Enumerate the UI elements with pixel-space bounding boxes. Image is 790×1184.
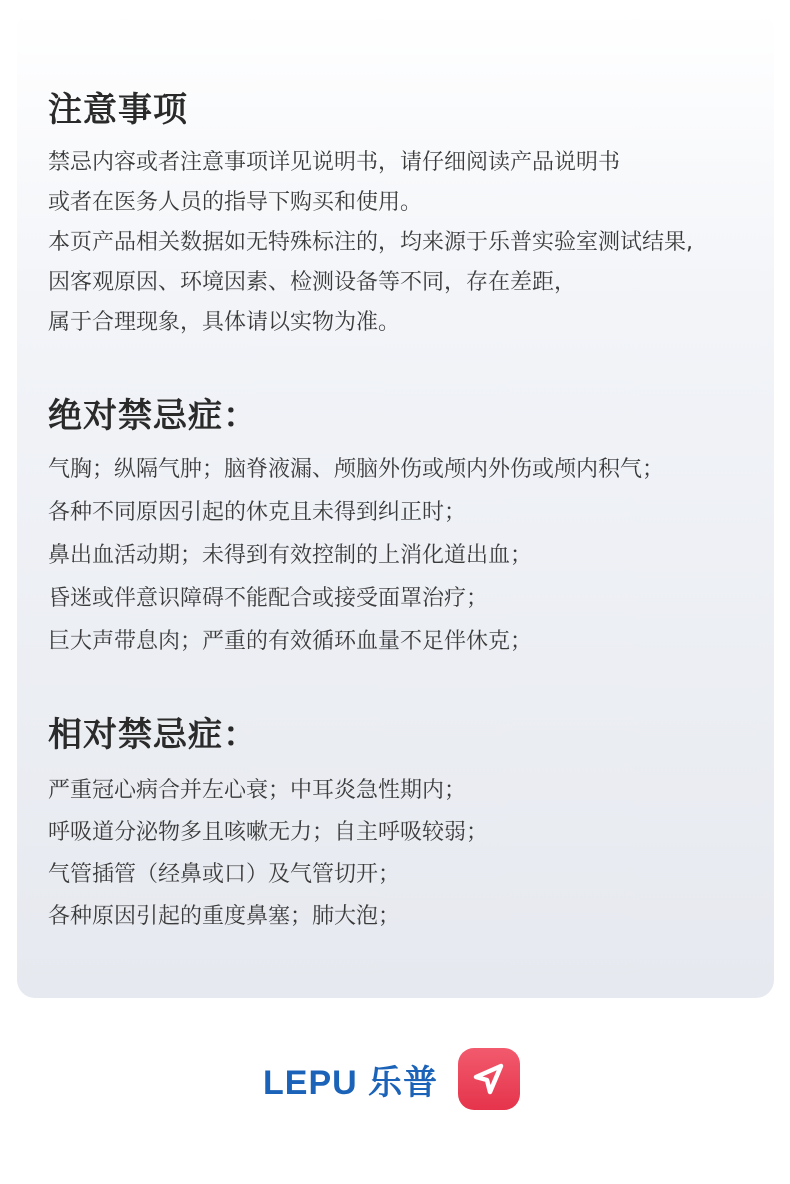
absolute-line: 鼻出血活动期；未得到有效控制的上消化道出血； <box>48 543 533 568</box>
relative-line: 呼吸道分泌物多且咳嗽无力；自主呼吸较弱； <box>48 820 489 845</box>
absolute-line: 昏迷或伴意识障碍不能配合或接受面罩治疗； <box>48 586 489 611</box>
notice-line: 本页产品相关数据如无特殊标注的，均来源于乐普实验室测试结果, <box>48 230 693 255</box>
notice-line: 属于合理现象，具体请以实物为准。 <box>48 310 401 335</box>
notice-text <box>48 143 768 343</box>
notice-card <box>17 10 774 998</box>
relative-line: 气管插管（经鼻或口）及气管切开； <box>48 862 401 887</box>
paper-plane-icon <box>458 1048 520 1110</box>
relative-line: 严重冠心病合并左心衰；中耳炎急性期内； <box>48 778 467 803</box>
absolute-contraindications-list <box>48 448 768 663</box>
notice-line: 因客观原因、环境因素、检测设备等不同，存在差距， <box>48 270 577 295</box>
relative-contraindications-title: 相对禁忌症： <box>48 715 258 755</box>
absolute-contraindications-title: 绝对禁忌症： <box>48 396 258 436</box>
notice-line: 禁忌内容或者注意事项详见说明书，请仔细阅读产品说明书 <box>48 150 621 175</box>
relative-line: 各种原因引起的重度鼻塞；肺大泡； <box>48 904 401 929</box>
relative-contraindications-list <box>48 770 768 938</box>
brand-wordmark: LEPU 乐普 <box>263 1063 439 1102</box>
absolute-line: 巨大声带息肉；严重的有效循环血量不足伴休克； <box>48 629 533 654</box>
brand-logo <box>263 1048 520 1110</box>
notice-title: 注意事项 <box>48 90 188 130</box>
notice-line: 或者在医务人员的指导下购买和使用。 <box>48 190 423 215</box>
absolute-line: 气胸；纵隔气肿；脑脊液漏、颅脑外伤或颅内外伤或颅内积气； <box>48 457 665 482</box>
absolute-line: 各种不同原因引起的休克且未得到纠正时； <box>48 500 467 525</box>
